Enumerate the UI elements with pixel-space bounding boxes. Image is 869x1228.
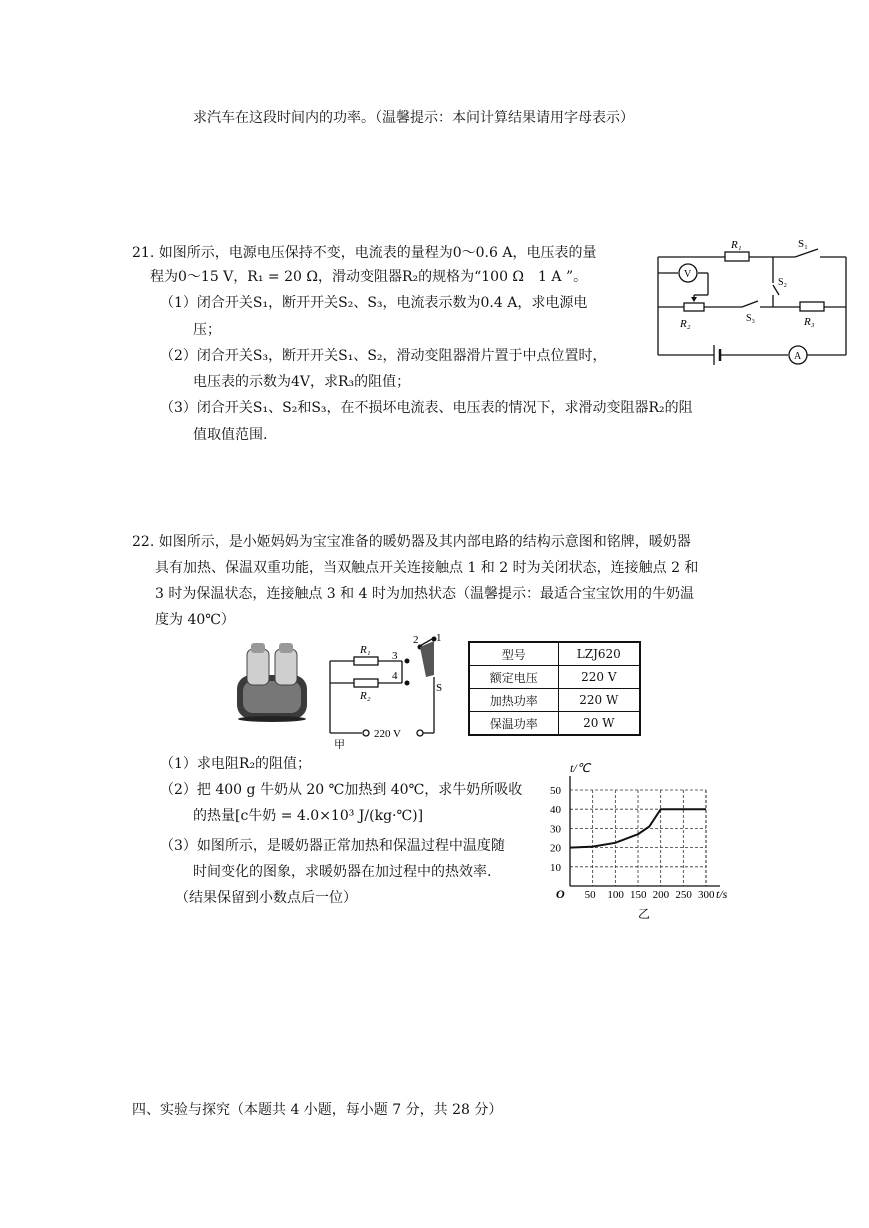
q22-part2: （2）把 400 g 牛奶从 20 ℃加热到 40℃，求牛奶所吸收	[160, 782, 523, 798]
q22-part1: （1）求电阻R₂的阻值；	[160, 756, 312, 772]
q22-label-voltage: 220 V	[374, 728, 401, 740]
chart-x-tick-label: 200	[652, 889, 670, 901]
chart-origin-label: O	[556, 887, 565, 901]
q21-line2: 程为0～15 V，R₁ = 20 Ω，滑动变阻器R₂的规格为“100 Ω 1 A ”。	[150, 269, 588, 285]
q22-label-s: S	[436, 682, 443, 694]
table-row	[469, 666, 640, 689]
q21-label-v: V	[684, 269, 692, 280]
q21-label-r1: R₁	[731, 239, 742, 251]
table-row	[469, 712, 640, 736]
q21-label-r3: R₃	[804, 316, 815, 328]
q21-part1-cont: 压；	[193, 322, 221, 338]
table-cell: 220 V	[558, 666, 640, 689]
chart-y-tick-label: 30	[550, 823, 561, 836]
q22-label-c2: 2	[413, 634, 419, 646]
table-row	[469, 689, 640, 712]
table-cell: 额定电压	[469, 666, 558, 689]
chart-x-tick-label: 150	[630, 889, 647, 901]
q22-label-c4: 4	[392, 670, 398, 682]
chart-x-tick-label: 100	[607, 889, 624, 901]
section-4-heading: 四、实验与探究（本题共 4 小题，每小题 7 分，共 28 分）	[132, 1102, 503, 1118]
q21-label-s3: S₃	[746, 313, 756, 324]
q22-part3: （3）如图所示，是暖奶器正常加热和保温过程中温度随	[160, 838, 505, 854]
q22-part2-cont: 的热量[c牛奶 = 4.0×10³ J/(kg·℃)]	[193, 808, 424, 824]
chart-xlabel: t/s	[716, 887, 728, 901]
q22-line3: 3 时为保温状态，连接触点 3 和 4 时为加热状态（温馨提示：最适合宝宝饮用的牛奶温	[155, 586, 694, 602]
chart-y-tick-label: 50	[550, 785, 561, 797]
chart-y-tick-label: 40	[550, 804, 561, 817]
chart-ylabel: t/℃	[570, 761, 591, 775]
temperature-time-chart	[548, 760, 738, 925]
q22-circuit-diagram	[322, 631, 462, 749]
table-cell: LZJ620	[558, 642, 640, 666]
chart-y-tick-label: 20	[550, 842, 561, 855]
q21-part3-cont: 值取值范围.	[193, 427, 268, 443]
q21-part2-cont: 电压表的示数为4V，求R₃的阻值；	[193, 374, 411, 390]
q22-line2: 具有加热、保温双重功能，当双触点开关连接触点 1 和 2 时为关闭状态，连接触点 2 和	[155, 560, 699, 576]
chart-x-tick-label: 50	[584, 889, 596, 901]
q21-label-r2: R₂	[680, 318, 691, 330]
table-cell: 加热功率	[469, 689, 558, 712]
q21-line1: 21. 如图所示，电源电压保持不变，电流表的量程为0～0.6 A，电压表的量	[132, 245, 597, 261]
chart-y-tick-label: 10	[550, 861, 561, 874]
nameplate-table	[468, 641, 641, 736]
chart-caption: 乙	[638, 907, 651, 921]
q22-label-c3: 3	[392, 650, 398, 662]
q21-label-a: A	[794, 351, 802, 362]
chart-x-tick-label: 250	[675, 889, 692, 901]
q21-part3: （3）闭合开关S₁、S₂和S₃，在不损坏电流表、电压表的情况下，求滑动变阻器R₂的阻	[160, 400, 693, 416]
q21-part2: （2）闭合开关S₃，断开开关S₁、S₂，滑动变阻器滑片置于中点位置时，	[160, 348, 607, 364]
q22-line1: 22. 如图所示，是小姬妈妈为宝宝准备的暖奶器及其内部电路的结构示意图和铭牌，暖奶器	[132, 534, 691, 550]
q22-label-c1: 1	[436, 632, 442, 644]
q21-label-s1: S₁	[798, 238, 808, 250]
q22-part3-cont: 时间变化的图象，求暖奶器在加过程中的热效率.	[193, 864, 492, 880]
table-cell: 220 W	[558, 689, 640, 712]
q22-part3-note: （结果保留到小数点后一位）	[175, 890, 357, 906]
table-cell: 型号	[469, 642, 558, 666]
table-cell: 20 W	[558, 712, 640, 736]
q22-label-r1: R₁	[360, 644, 371, 656]
q22-line4: 度为 40℃）	[155, 612, 235, 628]
q22-label-r2: R₂	[360, 690, 371, 702]
chart-axes	[550, 776, 720, 901]
chart-grid	[570, 790, 706, 886]
q21-circuit-diagram	[650, 235, 855, 365]
q21-label-s2: S₂	[778, 277, 788, 288]
top-line: 求汽车在这段时间内的功率。（温馨提示：本问计算结果请用字母表示）	[193, 110, 634, 126]
chart-x-tick-label: 300	[698, 889, 715, 901]
q22-label-jia: 甲	[334, 739, 345, 749]
milk-warmer-image	[233, 641, 313, 723]
table-cell: 保温功率	[469, 712, 558, 736]
table-row	[469, 642, 640, 666]
q21-part1: （1）闭合开关S₁，断开开关S₂、S₃，电流表示数为0.4 A，求电源电	[160, 295, 588, 311]
